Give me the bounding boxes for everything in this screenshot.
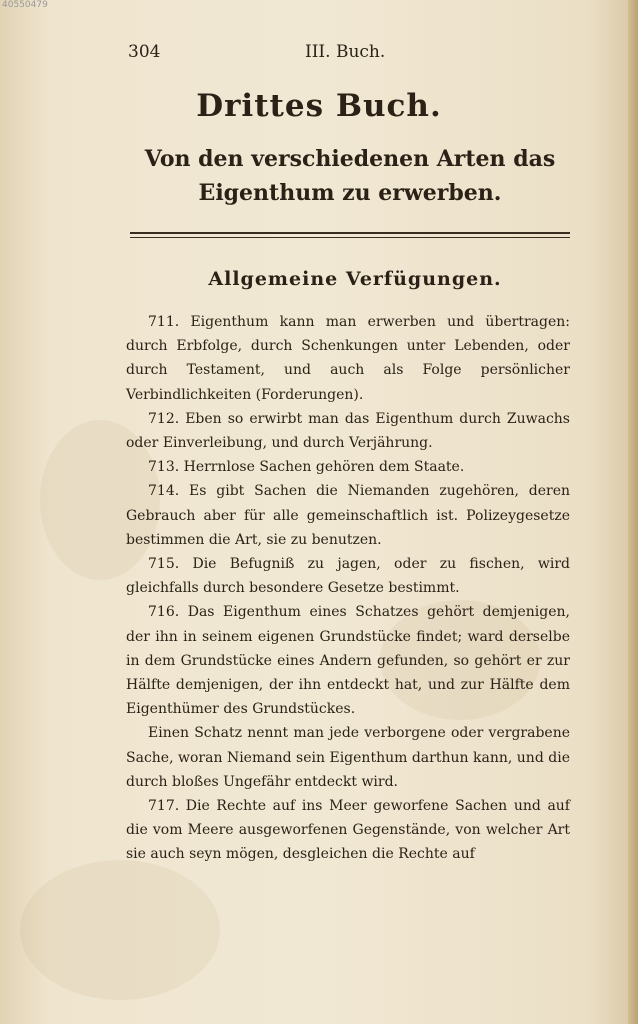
running-head — [0, 42, 638, 66]
paragraph-715: 715. Die Befugniß zu jagen, oder zu fischen, wird gleichfalls durch besondere Gesetze bestimmt. — [126, 556, 570, 597]
running-title: III. Buch. — [305, 42, 386, 62]
book-title: Drittes Buch. — [196, 88, 442, 124]
page-edge — [628, 0, 638, 1024]
paper-stain — [20, 860, 220, 1000]
double-rule-bottom — [130, 237, 570, 238]
paragraph-714: 714. Es gibt Sachen die Niemanden zugehören, deren Gebrauch aber für alle gemeinschaftlich ist. Polizeygesetze bestimmen die Art, sie zu benutzen. — [126, 483, 570, 548]
paragraph-716: 716. Das Eigenthum eines Schatzes gehört demjenigen, der ihn in seinem eigenen Grundstücke findet; ward derselbe in dem Grundstücke eines Andern gefunden, so gehört er zur Hälfte demjenigen, der ihn entdeckt hat, und zur Hälfte dem Eigenthümer des Grundstückes. — [126, 604, 570, 718]
paragraph-711: 711. Eigenthum kann man erwerben und übertragen: durch Erbfolge, durch Schenkungen unter Lebenden, oder durch Testament, und auch als Folge persönlicher Verbindlichkeiten (Forderungen). — [126, 314, 570, 403]
paragraph-713: 713. Herrnlose Sachen gehören dem Staate. — [148, 459, 465, 476]
archive-id: 40550479 — [2, 0, 48, 10]
page-number: 304 — [128, 42, 161, 62]
double-rule-top — [130, 232, 570, 234]
section-heading: Allgemeine Verfügungen. — [208, 268, 502, 290]
paragraph-treasure-definition: Einen Schatz nennt man jede verborgene oder vergrabene Sache, woran Niemand sein Eigenthum darthun kann, und die durch bloßes Ungefähr entdeckt wird. — [126, 725, 570, 790]
paragraph-717: 717. Die Rechte auf ins Meer geworfene Sachen und auf die vom Meere ausgeworfenen Gegenstände, von welcher Art sie auch seyn mögen, desgleichen die Rechte auf — [126, 798, 570, 863]
paragraph-712: 712. Eben so erwirbt man das Eigenthum durch Zuwachs oder Einverleibung, und durch Verjährung. — [126, 410, 570, 452]
subtitle: Von den verschiedenen Arten das Eigenthum zu erwerben. — [144, 146, 556, 206]
body-text — [126, 310, 570, 867]
